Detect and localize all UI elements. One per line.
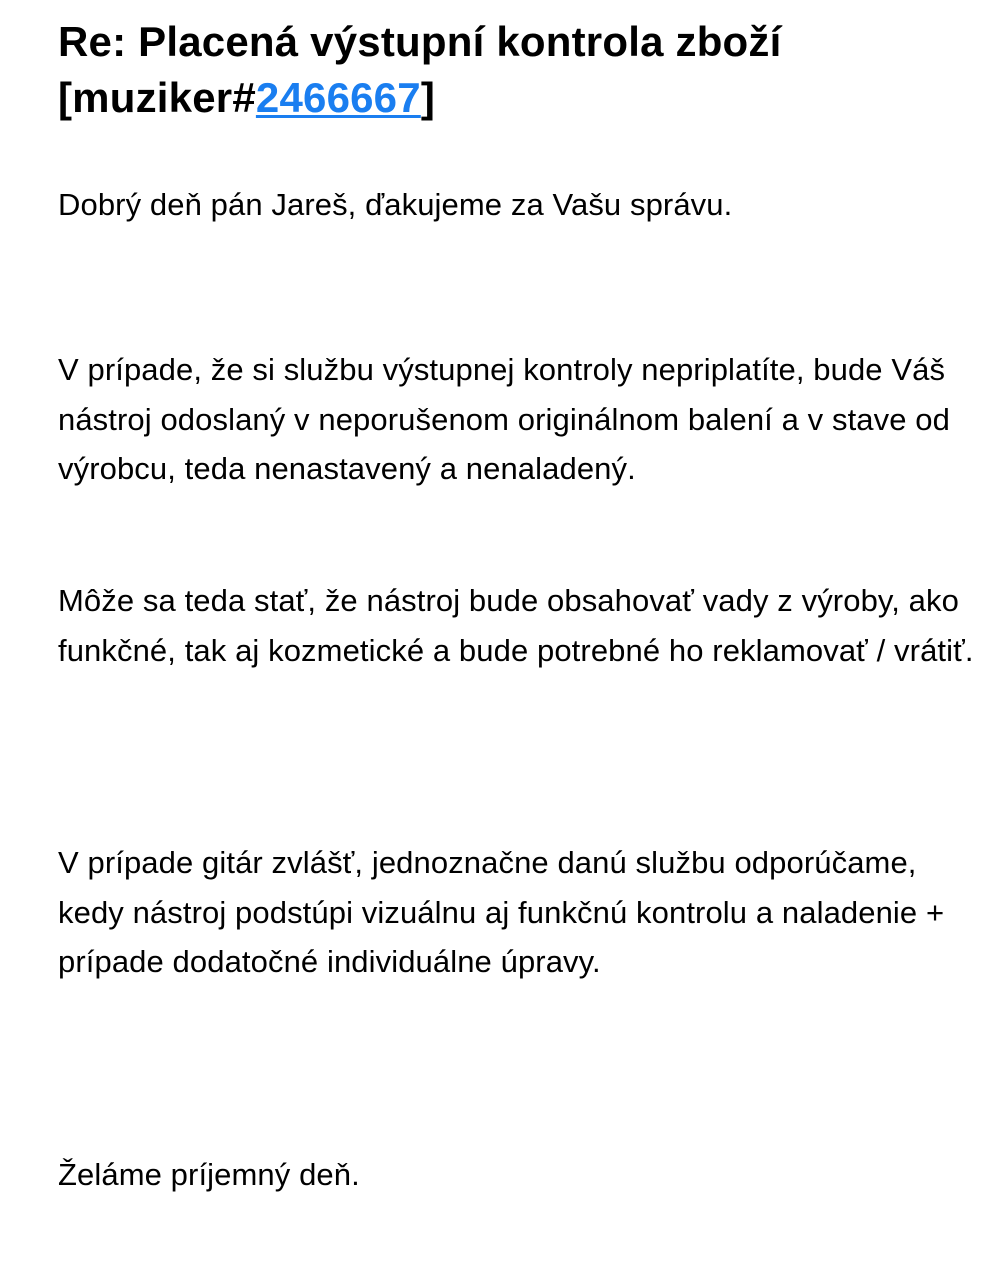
recommendation-paragraph: V prípade gitár zvlášť, jednoznačne danú službu odporúčame, kedy nástroj podstúpi vizuálnu aj funkčnú kontrolu a naladenie + prípade dodatočné individuálne úpravy. [58,845,945,979]
subject-text: Re: Placená výstupní kontrola zboží [muziker# [58,18,782,121]
greeting-paragraph: Dobrý deň pán Jareš, ďakujeme za Vašu správu. [58,187,733,222]
closing-paragraph: Želáme príjemný deň. [58,1157,360,1192]
ticket-number-link[interactable]: 2466667 [255,74,421,121]
subject-suffix: ] [420,74,435,121]
email-subject [58,14,978,126]
warning-paragraph: Môže sa teda stať, že nástroj bude obsahovať vady z výroby, ako funkčné, tak aj kozmetické a bude potrebné ho reklamovať / vrátiť. [58,583,974,668]
info-paragraph: V prípade, že si službu výstupnej kontroly nepriplatíte, bude Váš nástroj odoslaný v neporušenom originálnom balení a v stave od výrobcu, teda nenastavený a nenaladený. [58,352,950,486]
